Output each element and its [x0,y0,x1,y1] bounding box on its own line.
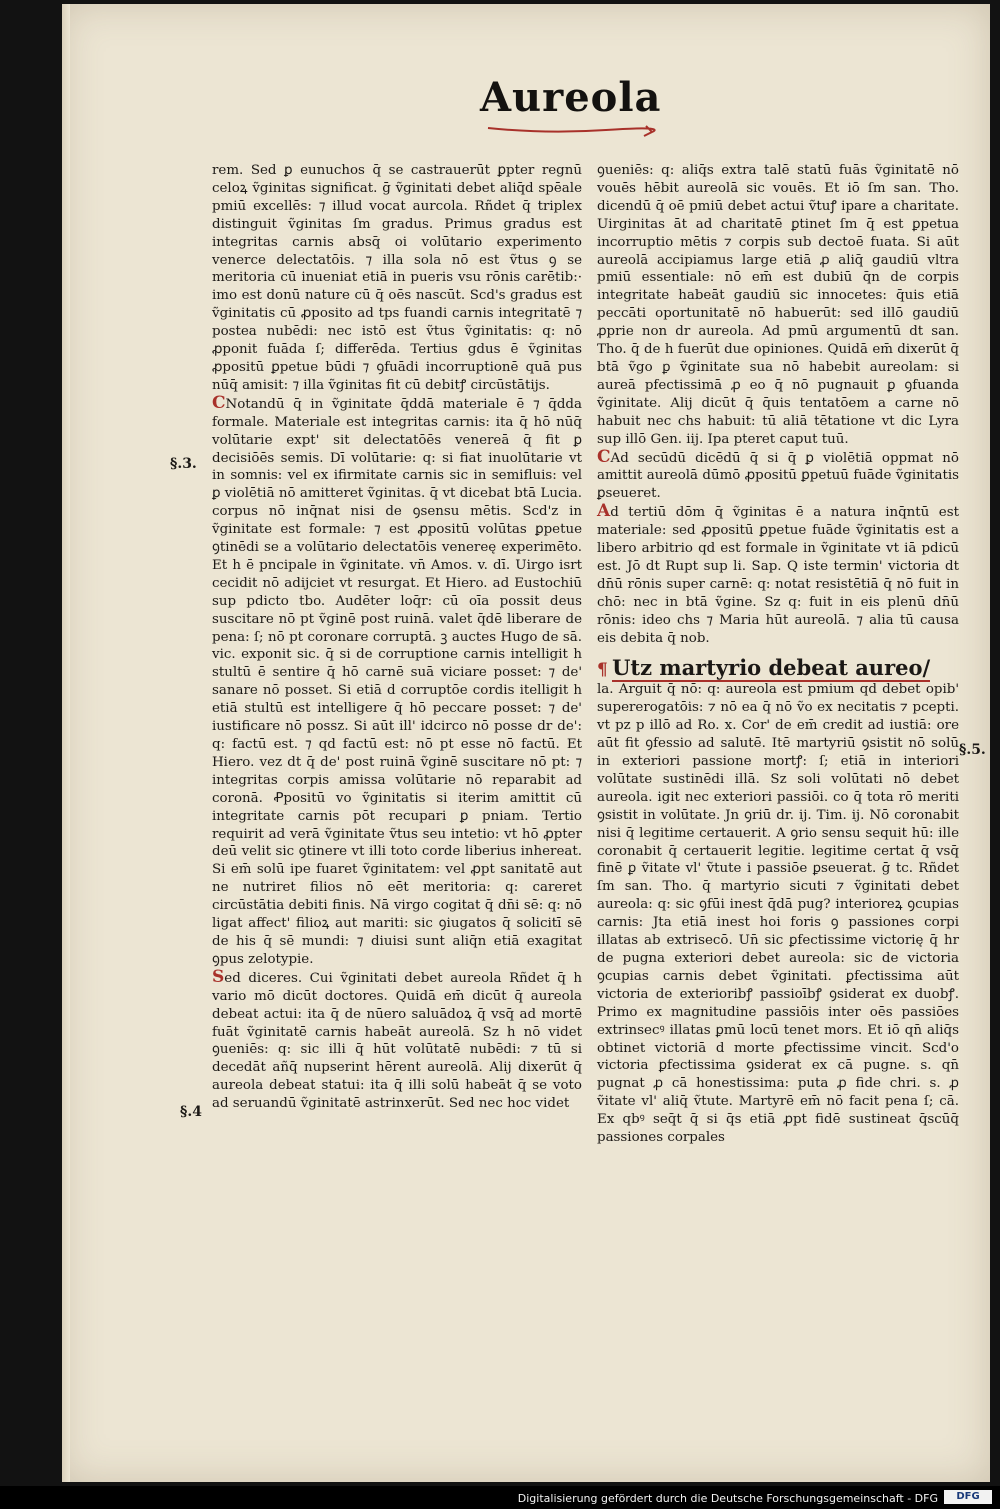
right-paragraph-2: Ad secūdū dicēdū q̄ si q̄ ꝑ violētiā oppmat nō amittit aureolā dūmō ꝓpositū ꝑpetuū fuāde ṽginitatis ꝑseueret. [597,450,959,502]
section-heading: Utz martyrio debeat aureo/ [612,655,931,681]
left-paragraph-1: rem. Sed ꝑ eunuchos q̄ se castrauerūt ꝑpter regnū celoꝝ ṽginitas significat. ḡ ṽginitati debet aliq̄d spēale pmiū excellēs: ⁊ illud vocat aurcola. Rñdet q̄ triplex distinguit ṽginitas ſm gradus. Primus gradus est integritas carnis absq̄ oi volūtario experimento venerce delectatōis. ⁊ illa sola nō est ṽtus ꝯ se meritoria cū inueniat etiā in pueris vsu rōnis carētib:· imo est donū nature cū q̄ oēs nascūt. Scd's gradus est ṽginitatis cū ꝓposito ad tps fuandi carnis integritatē ⁊ postea nubēdi: nec istō est ṽtus ṽginitatis: q: nō ꝓponit fuāda ſ; differēda. Tertius gdus ē ṽginitas ꝓpositū ꝑpetue būdi ⁊ ꝯfuādi incorruptionē quā pus nūq̄ amisit: ⁊ illa ṽginitas fit cū debitꝭ circūstātijs. [212,163,582,393]
right-paragraph-1: ꝯueniēs: q: aliq̄s extra talē statū fuās ṽginitatē nō vouēs hēbit aureolā sic vouēs. Et iō ſm san. Tho. dicendū q̄ oē pmiū debet actui ṽtuꝭ ipare a charitate. Uirginitas āt ad charitatē ꝑtinet ſm q̄ est ꝑpetua incorruptio mētis ⁊ corpis sub dectoē fuata. Si aūt aureolā accipiamus large etiā ꝓ aliq̄ gaudiū vltra pmiū essentiale: nō em̄ est dubiū q̄n de corpis integritate habeāt gaudiū sic innocetes: q̄uis etiā peccāti oportunitatē nō habuerūt: sed illō gaudiū ꝓprie non dr aureola. Ad pmū argumentū dt san. Tho. q̄ de h fuerūt due opiniones. Quidā em̄ dixerūt q̄ btā ṽgo ꝑ ṽginitate sua nō habebit aureolam: si aureā pfectissimā ꝓ eo q̄ nō pugnauit ꝑ ꝯfuanda ṽginitate. Alij dicūt q̄ q̄uis tentatōem a carne nō habuit nec chs habuit: tū aliā tētatione vt dic Lyra sup illō Gen. iij. Ipa pteret caput tuū. [597,163,959,447]
dfg-logo-icon: DFG [944,1490,992,1504]
page-gutter [62,4,70,1482]
left-column [212,162,582,1113]
section-mark-5: §.5. [959,742,986,758]
footer-bar [0,1486,1000,1509]
heading-pilcrow-icon: ¶ [597,660,608,681]
section-mark-4: §.4 [180,1104,202,1120]
running-head: Aureola [480,74,662,121]
left-rubric-1: C [212,392,226,413]
right-paragraph-3: d tertiū dōm q̄ ṽginitas ē a natura inq̄ntū est materiale: sed ꝓpositū ꝑpetue fuāde ṽginitatis est a libero arbitrio qd est formale in ṽginitate vt iā pdicū est. Jō dt Rupt sup li. Sap. Q iste termin' victoria dt dn̄ū rōnis super carnē: q: notat resistētiā q̄ nō fuit in chō: nec in btā ṽgine. Sz q: fuit in eis plenū dn̄ū rōnis: ideo chs ⁊ Maria hūt aureolā. ⁊ alia tū causa eis debita q̄ nob. [597,505,959,646]
left-paragraph-2: Notandū q̄ in ṽginitate q̄ddā materiale ē ⁊ q̄dda formale. Materiale est integritas carnis: ita q̄ hō nūq̄ volūtarie expt' sit delectatōēs venereā q̄ fit ꝑ decisiōēs semis. Dī volūtarie: q: si fiat inuolūtarie vt in somnis: vel ex ifirmitate carnis sic in semifluis: vel ꝑ violētiā nō amitteret ṽginitas. q̄ vt dicebat btā Lucia. corpus nō inq̄nat nisi de ꝯsensu mētis. Scd'z in ṽginitate est formale: ⁊ est ꝓpositū volūtas ꝑpetue ꝯtinēdi se a volūtario delectatōis venereę experimēto. Et h ē pncipale in ṽginitate. vn̄ Amos. v. dī. Uirgo isrt cecidit nō adijciet vt resurgat. Et Hiero. ad Eustochiū sup pdicto tbo. Audēter loq̄r: cū oīa possit deus suscitare nō pt ṽginē post ruinā. valet q̄dē liberare de pena: ſ; nō pt coronare corruptā. ꝫ auctes Hugo de sā. vic. exponit sic. q̄ si de corruptione carnis intelligit h stultū ē sentire q̄ hō carnē suā viciare posset: ⁊ de' sanare nō posset. Si etiā d corruptōe cordis itelligit h etiā stultū est intelligere q̄ hō peccare posset: ⁊ de' iustificare nō possz. Si aūt ill' idcirco nō posse dr de': q: factū est. ⁊ qd factū est: nō pt esse nō factū. Et Hiero. vez dt q̄ de' post ruinā ṽginē suscitare nō pt: ⁊ integritas corpis amissa volūtarie nō reparabit ad coronā. Ꝓpositū vo ṽginitatis si iterim amittit cū integritate carnis pōt recupari ꝑ pniam. Tertio requirit ad verā ṽginitate ṽtus seu intetio: vt hō ꝓpter deū velit sic ꝯtinere vt illi toto corde liberius inhereat. Si em̄ solū ipe fuaret ṽginitatem: vel ꝓpt sanitatē aut ne nutriret filios nō eēt meritoria: q: careret circūstātia debiti finis. Nā virgo cogitat q̄ dn̄i sē: q: nō ligat affect' filioꝝ aut mariti: sic ꝯiugatos q̄ solicitī sē de his q̄ sē mundi: ⁊ diuisi sunt aliq̄n etiā exagitat ꝯpus zelotypie. [212,396,582,967]
running-head-flourish [486,120,656,138]
right-column [597,162,959,1147]
right-paragraph-4: la. Arguit q̄ nō: q: aureola est pmium qd debet opib' supererogatōis: ⁊ nō ea q̄ nō ṽo ex necitatis ⁊ pcepti. vt pz p illō ad Ro. x. Cor' de em̄ credit ad iustiā: ore aūt fit ꝯfessio ad salutē. Itē martyriū ꝯsistit nō solū in exteriori passione mortꝭ: ſ; etiā in interiori volūtate sustinēdi illā. Sz soli volūtati nō debet aureola. igit nec exteriori passiōi. co q̄ tota rō meriti ꝯsistit in volūtate. Jn ꝯriū dr. ij. Tim. ij. Nō coronabit nisi q̄ legitime certauerit. A ꝯrio sensu sequit hū: ille coronabit q̄ certauerit legitie. legitime certat q̄ vsq̄ finē ꝑ ṽitate vl' ṽtute i passiōe ꝑseuerat. ḡ tc. Rñdet ſm san. Tho. q̄ martyrio sicuti ⁊ ṽginitati debet aureola: q: sic ꝯfūi inest q̄dā pug? interioreꝝ ꝯcupias carnis: Jta etiā inest hoi foris ꝯ passiones corpi illatas ab extrisecō. Un̄ sic ꝑfectissime victorię q̄ hr de pugna exteriori debet aureola: sic de victoria ꝯcupias carnis debet ṽginitati. ꝑfectissima aūt victoria de exterioribꝭ passioībꝭ ꝯsiderat ex duobꝭ. Primo ex magnitudine passiōis inter oēs passiōes extrinsecꝰ illatas ꝑmū locū tenet mors. Et iō qn̄ aliq̄s obtinet victoriā d morte ꝑfectissime vincit. Scd'o victoria ꝑfectissima ꝯsiderat ex cā pugne. s. qn̄ pugnat ꝓ cā honestissima: puta ꝓ fide chri. s. ꝓ ṽitate vl' aliq̄ ṽtute. Martyrē em̄ nō facit pena ſ; cā. Ex qbꝰ seq̄t q̄ si q̄s etiā ꝓpt fidē sustineat q̄scūq̄ passiones corpales [597,682,959,1146]
book-page [62,4,990,1482]
footer-credit: Digitalisierung gefördert durch die Deutsche Forschungsgemeinschaft - DFG [517,1492,938,1505]
right-rubric-2: A [597,501,611,522]
section-mark-3: §.3. [170,456,197,472]
right-rubric-1: C [597,446,611,467]
left-paragraph-3: ed diceres. Cui ṽginitati debet aureola Rñdet q̄ h vario mō dicūt doctores. Quidā em̄ dicūt q̄ aureola debeat actui: ita q̄ de nūero saluādoꝝ q̄ vsq̄ ad mortē fuāt ṽginitatē carnis habeāt aureolā. Sz h nō videt ꝯueniēs: q: sic illi q̄ hūt volūtatē nubēdi: ⁊ tū si decedāt añq̄ nupserint hērent aureolā. Alij dixerūt q̄ aureola debeat statui: ita q̄ illi solū habeāt q̄ se voto ad seruandū ṽginitatē astrinxerūt. Sed nec hoc videt [212,970,582,1112]
left-rubric-2: S [212,966,225,987]
